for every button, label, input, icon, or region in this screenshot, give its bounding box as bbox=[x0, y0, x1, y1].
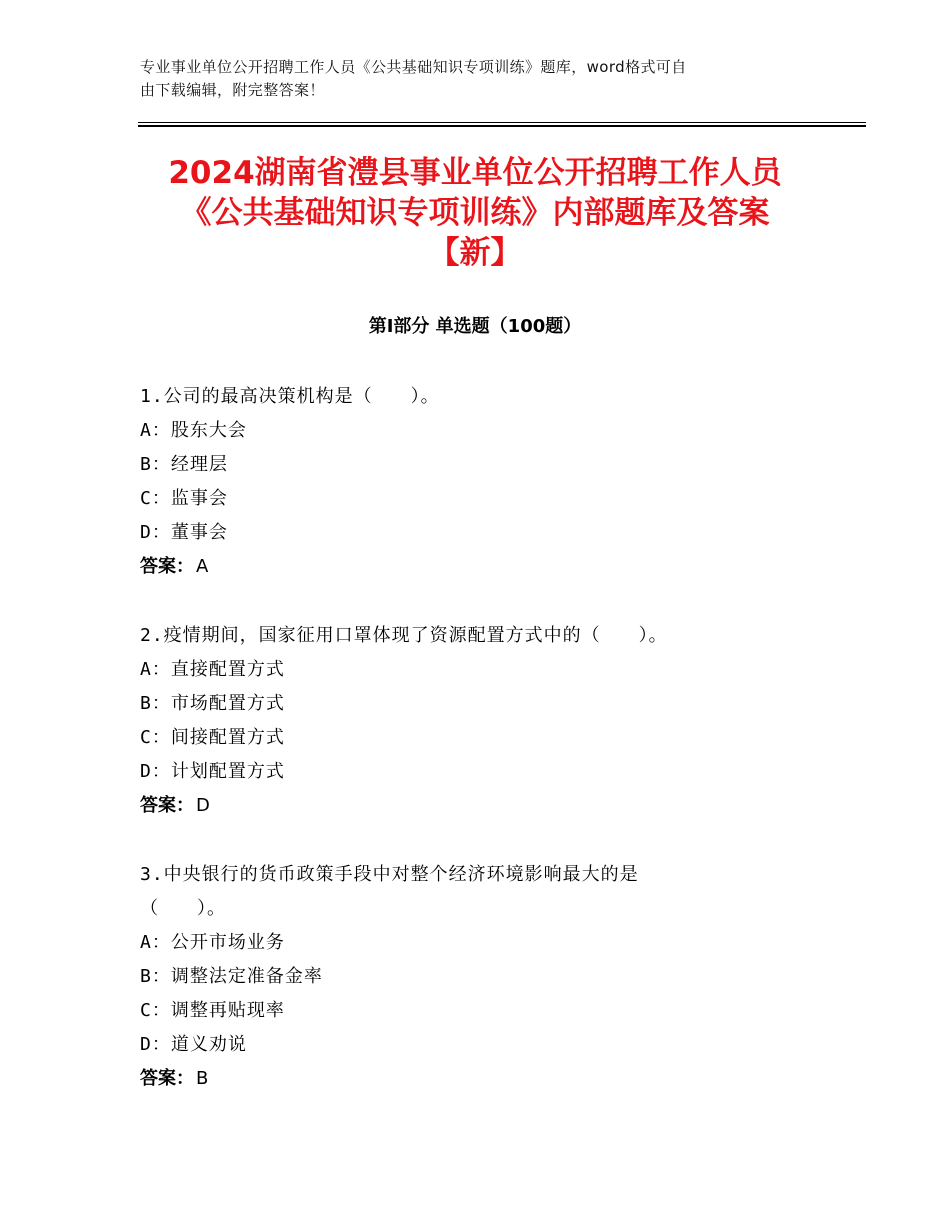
option-c: C：间接配置方式 bbox=[140, 727, 285, 748]
option-d: D：计划配置方式 bbox=[140, 761, 285, 782]
answer-value: B bbox=[196, 1068, 209, 1089]
option-a: A：直接配置方式 bbox=[140, 659, 285, 680]
answer bbox=[140, 550, 440, 584]
question-stem: 3.中央银行的货币政策手段中对整个经济环境影响最大的是 bbox=[140, 864, 639, 885]
header-divider-thin bbox=[138, 122, 866, 123]
question-stem-continued: （ ）。 bbox=[140, 898, 226, 919]
question-stem: 2.疫情期间，国家征用口罩体现了资源配置方式中的（ ）。 bbox=[140, 625, 668, 646]
option-d: D：董事会 bbox=[140, 522, 228, 543]
answer-label: 答案： bbox=[140, 1068, 194, 1089]
question-2 bbox=[140, 619, 668, 823]
header-note-line-2: 由下载编辑，附完整答案！ bbox=[140, 81, 325, 99]
question-stem: 1.公司的最高决策机构是（ ）。 bbox=[140, 386, 440, 407]
title-line-3: 【新】 bbox=[428, 235, 522, 271]
option-b: B：调整法定准备金率 bbox=[140, 966, 323, 987]
option-a: A：股东大会 bbox=[140, 420, 247, 441]
document-title bbox=[110, 153, 840, 273]
header-note bbox=[140, 56, 810, 102]
question-1 bbox=[140, 380, 440, 584]
question-3 bbox=[140, 858, 639, 1096]
header-note-line-1: 专业事业单位公开招聘工作人员《公共基础知识专项训练》题库，word格式可自 bbox=[140, 58, 687, 76]
option-b: B：经理层 bbox=[140, 454, 228, 475]
answer-label: 答案： bbox=[140, 556, 194, 577]
answer-value: D bbox=[196, 795, 210, 816]
option-d: D：道义劝说 bbox=[140, 1034, 247, 1055]
option-c: C：监事会 bbox=[140, 488, 228, 509]
option-b: B：市场配置方式 bbox=[140, 693, 285, 714]
answer bbox=[140, 789, 668, 823]
option-c: C：调整再贴现率 bbox=[140, 1000, 285, 1021]
answer-label: 答案： bbox=[140, 795, 194, 816]
title-line-2: 《公共基础知识专项训练》内部题库及答案 bbox=[180, 195, 770, 231]
title-line-1: 2024湖南省澧县事业单位公开招聘工作人员 bbox=[168, 155, 782, 191]
answer bbox=[140, 1062, 639, 1096]
header-divider-thick bbox=[138, 125, 866, 127]
section-heading: 第Ⅰ部分 单选题（100题） bbox=[368, 316, 582, 337]
option-a: A：公开市场业务 bbox=[140, 932, 285, 953]
answer-value: A bbox=[196, 556, 209, 577]
